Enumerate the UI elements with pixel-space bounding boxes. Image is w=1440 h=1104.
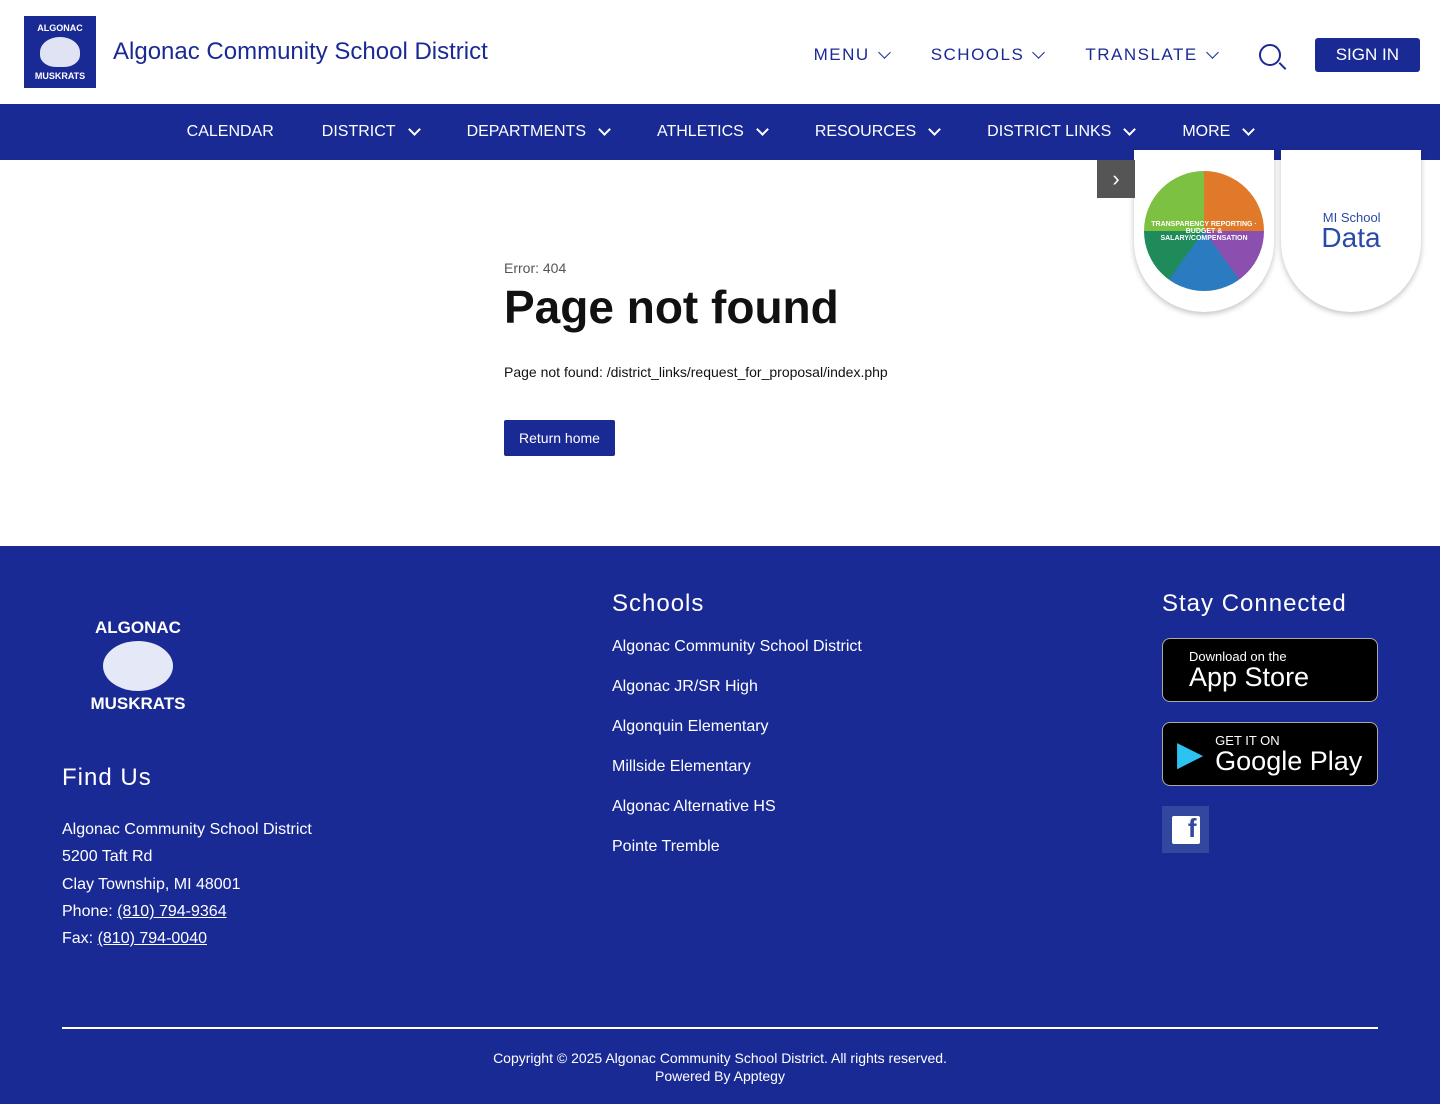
store-small-text: Download on the bbox=[1189, 649, 1287, 664]
nav-label: RESOURCES bbox=[814, 123, 917, 140]
transparency-reporting-link[interactable] bbox=[1134, 150, 1274, 312]
nav-item-more[interactable] bbox=[1182, 123, 1253, 141]
schools-list bbox=[612, 638, 862, 878]
powered-by-link[interactable]: Powered By Apptegy bbox=[655, 1067, 785, 1084]
store-large-text: Google Play bbox=[1215, 746, 1363, 776]
footer-logo[interactable] bbox=[88, 618, 188, 714]
nav-label: ATHLETICS bbox=[656, 123, 744, 140]
translate-dropdown[interactable] bbox=[1085, 45, 1216, 65]
menu-dropdown[interactable] bbox=[814, 45, 889, 65]
school-link[interactable]: Algonac JR/SR High bbox=[612, 678, 758, 695]
nav-label: DISTRICT LINKS bbox=[987, 123, 1112, 140]
footer bbox=[0, 546, 1440, 1104]
chevron-down-icon bbox=[1123, 123, 1136, 136]
schools-heading: Schools bbox=[612, 590, 705, 617]
nav-label: MORE bbox=[1182, 123, 1231, 140]
menu-label: MENU bbox=[813, 45, 870, 64]
chevron-right-icon[interactable]: › bbox=[1097, 160, 1135, 198]
schools-label: SCHOOLS bbox=[930, 45, 1025, 64]
copyright-text: Copyright © 2025 Algonac Community School District. All rights reserved. bbox=[493, 1050, 947, 1066]
address-line: Clay Township, MI 48001 bbox=[62, 875, 241, 893]
school-link[interactable]: Pointe Tremble bbox=[612, 838, 720, 855]
school-link[interactable]: Algonac Alternative HS bbox=[612, 798, 776, 815]
chevron-down-icon bbox=[756, 123, 769, 136]
nav-item-calendar[interactable] bbox=[187, 123, 274, 141]
nav-label: DISTRICT bbox=[321, 123, 396, 140]
sign-in-button[interactable]: SIGN IN bbox=[1315, 38, 1420, 72]
return-home-button[interactable]: Return home bbox=[504, 420, 615, 456]
store-small-text: GET IT ON bbox=[1215, 733, 1280, 748]
app-store-button[interactable] bbox=[1162, 638, 1378, 702]
error-message: Page not found: /district_links/request_for_proposal/index.php bbox=[504, 364, 888, 380]
stay-connected-heading: Stay Connected bbox=[1162, 590, 1347, 617]
address-line: 5200 Taft Rd bbox=[62, 848, 153, 866]
muskrat-mascot-icon bbox=[40, 37, 80, 67]
data-text: Data bbox=[1321, 221, 1381, 253]
chevron-down-icon bbox=[878, 46, 891, 59]
school-link[interactable]: Algonac Community School District bbox=[612, 638, 862, 655]
chevron-down-icon bbox=[1242, 123, 1255, 136]
muskrat-mascot-icon bbox=[103, 641, 173, 691]
fax-link[interactable]: (810) 794-0040 bbox=[97, 930, 207, 948]
page-title: Page not found bbox=[504, 281, 839, 333]
mi-school-data-logo bbox=[1321, 211, 1380, 252]
logo-text: ALGONAC bbox=[37, 23, 83, 33]
error-content bbox=[504, 260, 888, 456]
google-play-icon: ▶ bbox=[1177, 735, 1204, 773]
phone-link[interactable]: (810) 794-9364 bbox=[117, 902, 227, 920]
phone-label: Phone: bbox=[62, 902, 113, 920]
find-us-heading: Find Us bbox=[62, 764, 152, 791]
fax-label: Fax: bbox=[62, 930, 94, 948]
nav-item-departments[interactable] bbox=[467, 123, 609, 141]
google-play-button[interactable] bbox=[1162, 722, 1378, 786]
error-code: Error: 404 bbox=[504, 260, 567, 276]
footer-divider bbox=[62, 1027, 1378, 1029]
facebook-icon[interactable]: f bbox=[1162, 806, 1209, 853]
nav-item-district[interactable] bbox=[322, 123, 419, 141]
transparency-reporting-logo: TRANSPARENCY REPORTING · BUDGET & SALARY/COMPENSATION bbox=[1144, 171, 1264, 291]
logo-text: ALGONAC bbox=[95, 618, 181, 637]
mi-school-data-link[interactable] bbox=[1281, 150, 1421, 312]
school-link[interactable]: Algonquin Elementary bbox=[612, 718, 769, 735]
nav-label: CALENDAR bbox=[186, 123, 274, 140]
address-block bbox=[62, 816, 312, 952]
nav-item-resources[interactable] bbox=[815, 123, 939, 141]
site-title[interactable]: Algonac Community School District bbox=[113, 38, 488, 65]
top-nav bbox=[814, 38, 1420, 72]
search-icon[interactable] bbox=[1259, 44, 1281, 66]
schools-dropdown[interactable] bbox=[931, 45, 1044, 65]
chevron-down-icon bbox=[1206, 46, 1219, 59]
mi-school-text: MI School bbox=[1322, 209, 1381, 225]
logo-text: MUSKRATS bbox=[34, 71, 86, 81]
site-header bbox=[0, 0, 1440, 104]
copyright bbox=[0, 1050, 1440, 1085]
address-line: Algonac Community School District bbox=[62, 821, 312, 838]
school-link[interactable]: Millside Elementary bbox=[612, 758, 751, 775]
nav-label: DEPARTMENTS bbox=[466, 123, 586, 140]
translate-label: TRANSLATE bbox=[1085, 45, 1198, 64]
logo-text: MUSKRATS bbox=[90, 694, 186, 713]
chevron-down-icon bbox=[598, 123, 611, 136]
chevron-down-icon bbox=[408, 123, 421, 136]
store-large-text: App Store bbox=[1189, 662, 1310, 692]
district-logo[interactable] bbox=[24, 16, 96, 88]
chevron-down-icon bbox=[1032, 46, 1045, 59]
nav-item-athletics[interactable] bbox=[657, 123, 767, 141]
chevron-down-icon bbox=[928, 123, 941, 136]
nav-item-district-links[interactable] bbox=[987, 123, 1134, 141]
